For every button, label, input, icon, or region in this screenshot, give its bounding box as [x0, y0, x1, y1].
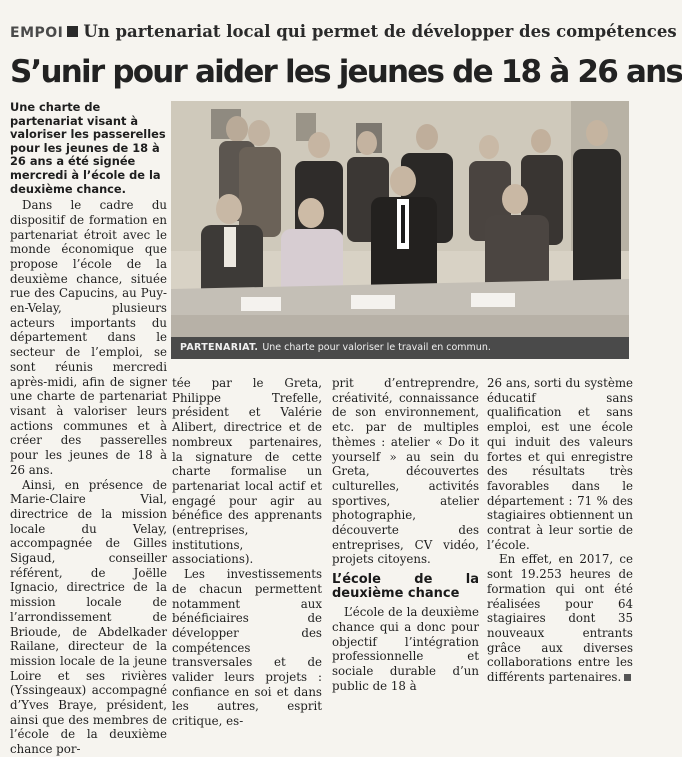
article-paragraph: Ainsi, en présence de Marie-Claire Vial, directrice de la mission locale du Velay, accompagnée de Gilles Sigaud, conseiller référent, de Joëlle Ignacio, directrice de la mission locale de l’arrondissement de Brioude, de Abdelkader Railane, directeur de la mission locale de la jeune Loire et ses rivières (Yssingeaux) accompagné d’Yves Braye, président, ainsi que des membres de l’école de la deuxième chance por-: [10, 477, 167, 757]
article-subheading: L’école de la deuxième chance: [332, 572, 479, 602]
article-chapo: Une charte de partenariat visant à valoriser les passerelles pour les jeunes de 18 à 26 ans a été signée mercredi à l’école de la deuxième chance.: [10, 100, 166, 196]
article-paragraph: Les investissements de chacun permettent notamment aux bénéficiaires de développer des compétences transversales et de valider leurs projets : confiance en soi et dans les autres, esprit critique, es-: [172, 567, 322, 729]
photo-caption: [171, 337, 629, 359]
kicker-text: Un partenariat local qui permet de développer des compétences: [83, 22, 677, 41]
caption-text: Une charte pour valoriser le travail en commun.: [262, 342, 491, 353]
article-kicker: [10, 22, 677, 41]
rubric-label: EMPOI: [10, 25, 64, 41]
article-paragraph: tée par le Greta, Philippe Trefelle, président et Valérie Alibert, directrice et de nombreux partenaires, la signature de cette charte formalise un partenariat local actif et engagé pour agir au bénéfice des apprenants (entreprises, institutions, associations).: [172, 376, 322, 567]
article-photo: [171, 101, 629, 359]
article-paragraph-text: En effet, en 2017, ce sont 19.253 heures de formation qui ont été réalisées pour 64 stagiaires dont 35 nouveaux entrants grâce aux diverses collaborations entre les différents partenaires.: [487, 552, 633, 685]
article-column-4: [487, 376, 633, 685]
article-column-1: [10, 101, 167, 757]
rubric-square-icon: [67, 26, 78, 37]
caption-label: PARTENARIAT.: [180, 342, 259, 353]
article-paragraph: Dans le cadre du dispositif de formation en partenariat étroit avec le monde économique que propose l’école de la deuxième chance, située rue des Capucins, au Puy-en-Velay, plusieurs acteurs importants du département dans le secteur de l’emploi, se sont réunis mercredi après-midi, afin de signer une charte de partenariat visant à valoriser leurs actions communes et à créer des passerelles pour les jeunes de 18 à 26 ans.: [10, 198, 167, 477]
article-column-3: [332, 376, 479, 693]
group-photo-illustration: [171, 101, 629, 359]
end-of-article-square-icon: [624, 674, 631, 681]
article-paragraph: prit d’entreprendre, créativité, connaissance de son environnement, etc. par de multiples thèmes : atelier « Do it yourself » au sein du Greta, découvertes culturelles, activités sportives, atelier photographie, découverte des entreprises, CV vidéo, projets citoyens.: [332, 376, 479, 567]
article-paragraph: 26 ans, sorti du système éducatif sans qualification et sans emploi, est une école qui induit des valeurs fortes et qui enregistre des résultats très favorables dans le département : 71 % des stagiaires obtiennent un contrat à leur sortie de l’école.: [487, 376, 633, 552]
article-column-2: [172, 376, 322, 729]
article-paragraph: L’école de la deuxième chance qui a donc pour objectif l’intégration professionnelle et sociale durable d’un public de 18 à: [332, 605, 479, 693]
article-paragraph-last: [487, 552, 633, 684]
article-headline: S’unir pour aider les jeunes de 18 à 26 ans: [10, 54, 682, 90]
